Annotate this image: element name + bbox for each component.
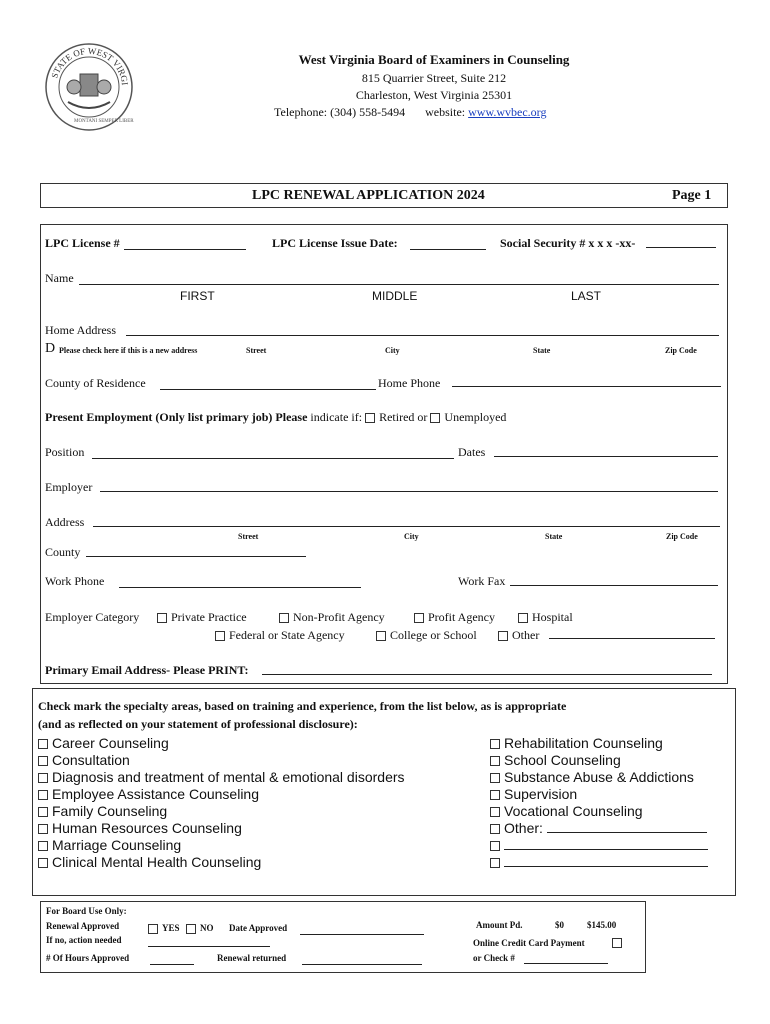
ssn-field[interactable] bbox=[646, 247, 716, 248]
specialty-checkbox[interactable] bbox=[38, 739, 48, 749]
specialty-checkbox[interactable] bbox=[490, 824, 500, 834]
category-college[interactable] bbox=[376, 628, 477, 643]
board-use-title: For Board Use Only: bbox=[46, 906, 127, 916]
home-city-label: City bbox=[385, 346, 400, 355]
specialty-item[interactable] bbox=[490, 735, 708, 752]
nonprofit-checkbox[interactable] bbox=[279, 613, 289, 623]
private-label: Private Practice bbox=[171, 610, 247, 624]
specialty-checkbox[interactable] bbox=[38, 756, 48, 766]
other-checkbox[interactable] bbox=[498, 631, 508, 641]
employer-field[interactable] bbox=[100, 491, 718, 492]
work-zip-label: Zip Code bbox=[666, 532, 698, 541]
position-field[interactable] bbox=[92, 458, 454, 459]
svg-text:STATE OF WEST VIRGINIA: STATE OF WEST VIRGI bbox=[49, 45, 130, 86]
issue-date-label: LPC License Issue Date: bbox=[272, 236, 398, 250]
specialty-checkbox[interactable] bbox=[490, 841, 500, 851]
retired-checkbox[interactable] bbox=[365, 413, 375, 423]
specialty-checkbox[interactable] bbox=[490, 807, 500, 817]
work-street-label: Street bbox=[238, 532, 259, 541]
specialty-item[interactable] bbox=[38, 837, 405, 854]
yes-checkbox[interactable] bbox=[148, 924, 158, 934]
ssn-label: Social Security # x x x -xx- bbox=[500, 236, 636, 250]
home-street-label: Street bbox=[246, 346, 267, 355]
specialty-checkbox[interactable] bbox=[38, 824, 48, 834]
retired-label: Retired or bbox=[379, 410, 428, 424]
specialty-checkbox[interactable] bbox=[490, 756, 500, 766]
home-phone-label: Home Phone bbox=[378, 376, 441, 390]
specialty-checkbox[interactable] bbox=[38, 858, 48, 868]
svg-text:MONTANI SEMPER LIBERI: MONTANI SEMPER LIBERI bbox=[74, 119, 134, 124]
board-address-1: 815 Quarrier Street, Suite 212 bbox=[361, 71, 507, 85]
board-title: West Virginia Board of Examiners in Counseling bbox=[298, 52, 570, 67]
specialty-checkbox[interactable] bbox=[490, 739, 500, 749]
email-label: Primary Email Address- Please PRINT: bbox=[45, 663, 249, 677]
unemployed-checkbox[interactable] bbox=[430, 413, 440, 423]
first-label: FIRST bbox=[180, 289, 215, 303]
specialty-item[interactable] bbox=[490, 786, 708, 803]
dates-field[interactable] bbox=[494, 456, 718, 457]
online-payment-checkbox[interactable] bbox=[612, 938, 622, 948]
specialty-label: Vocational Counseling bbox=[504, 803, 643, 819]
category-other[interactable] bbox=[498, 628, 539, 643]
email-field[interactable] bbox=[262, 674, 712, 675]
if-no-label: If no, action needed bbox=[46, 935, 122, 945]
dates-label: Dates bbox=[458, 445, 486, 459]
indicate-if-label: indicate if: bbox=[310, 410, 363, 424]
check-number-field[interactable] bbox=[524, 963, 608, 964]
yes-option[interactable] bbox=[148, 923, 180, 934]
amount-label: Amount Pd. bbox=[476, 920, 523, 930]
college-label: College or School bbox=[390, 628, 477, 642]
board-address-2: Charleston, West Virginia 25301 bbox=[355, 88, 513, 102]
form-title: LPC RENEWAL APPLICATION 2024 bbox=[252, 188, 485, 203]
profit-label: Profit Agency bbox=[428, 610, 495, 624]
federal-checkbox[interactable] bbox=[215, 631, 225, 641]
name-label: Name bbox=[45, 271, 74, 285]
no-label: NO bbox=[200, 923, 214, 933]
home-address-label: Home Address bbox=[45, 323, 116, 337]
specialty-right-list bbox=[490, 735, 708, 871]
specialty-checkbox[interactable] bbox=[38, 841, 48, 851]
specialty-item[interactable] bbox=[38, 786, 405, 803]
home-zip-label: Zip Code bbox=[665, 346, 697, 355]
date-approved-label: Date Approved bbox=[229, 923, 288, 933]
specialty-blank-field[interactable] bbox=[504, 855, 708, 867]
name-field[interactable] bbox=[79, 284, 719, 285]
work-city-label: City bbox=[404, 532, 419, 541]
action-needed-field[interactable] bbox=[148, 946, 270, 947]
specialty-item[interactable] bbox=[490, 769, 708, 786]
specialty-label: Consultation bbox=[52, 752, 130, 768]
yes-label: YES bbox=[162, 923, 180, 933]
specialty-label: School Counseling bbox=[504, 752, 621, 768]
position-label: Position bbox=[45, 445, 85, 459]
renewal-returned-field[interactable] bbox=[302, 964, 422, 965]
home-phone-field[interactable] bbox=[452, 386, 721, 387]
work-address-label: Address bbox=[45, 515, 85, 529]
specialty-label: Clinical Mental Health Counseling bbox=[52, 854, 262, 870]
specialty-checkbox[interactable] bbox=[38, 790, 48, 800]
hospital-checkbox[interactable] bbox=[518, 613, 528, 623]
no-option[interactable] bbox=[186, 923, 214, 934]
employer-label: Employer bbox=[45, 480, 93, 494]
profit-checkbox[interactable] bbox=[414, 613, 424, 623]
check-number-label: or Check # bbox=[473, 953, 515, 963]
hours-approved-field[interactable] bbox=[150, 964, 194, 965]
specialty-item[interactable] bbox=[490, 752, 708, 769]
specialty-label: Career Counseling bbox=[52, 735, 169, 751]
specialty-item[interactable] bbox=[490, 854, 708, 871]
employer-category-label: Employer Category bbox=[45, 610, 140, 624]
hospital-label: Hospital bbox=[532, 610, 573, 624]
specialty-item[interactable] bbox=[38, 854, 405, 871]
new-address-note: Please check here if this is a new address bbox=[59, 346, 198, 355]
specialty-item[interactable] bbox=[38, 735, 405, 752]
work-fax-label: Work Fax bbox=[458, 574, 506, 588]
specialty-item[interactable] bbox=[38, 803, 405, 820]
specialty-checkbox[interactable] bbox=[490, 858, 500, 868]
specialty-label: Employee Assistance Counseling bbox=[52, 786, 260, 802]
specialty-instruction-2: (and as reflected on your statement of professional disclosure): bbox=[38, 717, 358, 731]
specialty-item[interactable] bbox=[490, 837, 708, 854]
telephone: Telephone: (304) 558-5494 bbox=[274, 105, 406, 119]
other-label: Other bbox=[512, 628, 540, 642]
category-private[interactable] bbox=[157, 610, 247, 625]
specialty-checkbox[interactable] bbox=[490, 773, 500, 783]
other-category-field[interactable] bbox=[549, 638, 715, 639]
renewal-returned-label: Renewal returned bbox=[217, 953, 287, 963]
federal-label: Federal or State Agency bbox=[229, 628, 345, 642]
specialty-instruction-1: Check mark the specialty areas, based on training and experience, from the list below, as is appropriate bbox=[38, 699, 567, 713]
amount-zero: $0 bbox=[555, 920, 564, 930]
last-label: LAST bbox=[571, 289, 602, 303]
county-residence-field[interactable] bbox=[160, 389, 376, 390]
specialty-checkbox[interactable] bbox=[490, 790, 500, 800]
specialty-label: Marriage Counseling bbox=[52, 837, 182, 853]
middle-label: MIDDLE bbox=[372, 289, 418, 303]
specialty-item[interactable] bbox=[490, 820, 708, 837]
specialty-label: Diagnosis and treatment of mental & emotional disorders bbox=[52, 769, 405, 785]
specialty-checkbox[interactable] bbox=[38, 773, 48, 783]
specialty-label: Other: bbox=[504, 820, 543, 836]
specialty-label: Human Resources Counseling bbox=[52, 820, 242, 836]
work-phone-label: Work Phone bbox=[45, 574, 105, 588]
license-label: LPC License # bbox=[45, 236, 120, 250]
website-label: website: bbox=[425, 105, 466, 119]
nonprofit-label: Non-Profit Agency bbox=[293, 610, 385, 624]
website-link[interactable]: www.wvbec.org bbox=[468, 105, 547, 119]
home-state-label: State bbox=[533, 346, 551, 355]
college-checkbox[interactable] bbox=[376, 631, 386, 641]
specialty-blank-field[interactable] bbox=[504, 838, 708, 850]
specialty-item[interactable] bbox=[38, 820, 405, 837]
specialty-item[interactable] bbox=[490, 803, 708, 820]
issue-date-field[interactable] bbox=[410, 249, 486, 250]
category-profit[interactable] bbox=[414, 610, 495, 625]
page-label: Page 1 bbox=[672, 188, 712, 203]
county-field[interactable] bbox=[86, 556, 306, 557]
specialty-other-field[interactable] bbox=[547, 821, 707, 833]
contact-line bbox=[274, 105, 546, 120]
no-checkbox[interactable] bbox=[186, 924, 196, 934]
hours-approved-label: # Of Hours Approved bbox=[46, 953, 130, 963]
category-hospital[interactable] bbox=[518, 610, 573, 625]
date-approved-field[interactable] bbox=[300, 934, 424, 935]
county-label: County bbox=[45, 545, 81, 559]
category-nonprofit[interactable] bbox=[279, 610, 385, 625]
specialty-item[interactable] bbox=[38, 769, 405, 786]
specialty-label: Substance Abuse & Addictions bbox=[504, 769, 694, 785]
specialty-label: Supervision bbox=[504, 786, 578, 802]
work-fax-field[interactable] bbox=[510, 585, 718, 586]
work-phone-field[interactable] bbox=[119, 587, 361, 588]
license-field[interactable] bbox=[124, 249, 246, 250]
county-residence-label: County of Residence bbox=[45, 376, 146, 390]
specialty-label: Rehabilitation Counseling bbox=[504, 735, 663, 751]
category-federal[interactable] bbox=[215, 628, 345, 643]
specialty-checkbox[interactable] bbox=[38, 807, 48, 817]
employment-line bbox=[45, 410, 506, 425]
specialty-item[interactable] bbox=[38, 752, 405, 769]
renewal-approved-label: Renewal Approved bbox=[46, 921, 120, 931]
unemployed-label: Unemployed bbox=[444, 410, 507, 424]
specialty-left-list bbox=[38, 735, 405, 871]
work-state-label: State bbox=[545, 532, 563, 541]
home-address-field[interactable] bbox=[126, 335, 719, 336]
present-employment-label: Present Employment (Only list primary job) Please bbox=[45, 410, 308, 424]
specialty-label: Family Counseling bbox=[52, 803, 168, 819]
work-address-field[interactable] bbox=[93, 526, 720, 527]
new-address-checkbox[interactable]: D bbox=[45, 341, 56, 356]
online-payment-label: Online Credit Card Payment bbox=[473, 938, 585, 948]
private-checkbox[interactable] bbox=[157, 613, 167, 623]
amount-145: $145.00 bbox=[587, 920, 617, 930]
